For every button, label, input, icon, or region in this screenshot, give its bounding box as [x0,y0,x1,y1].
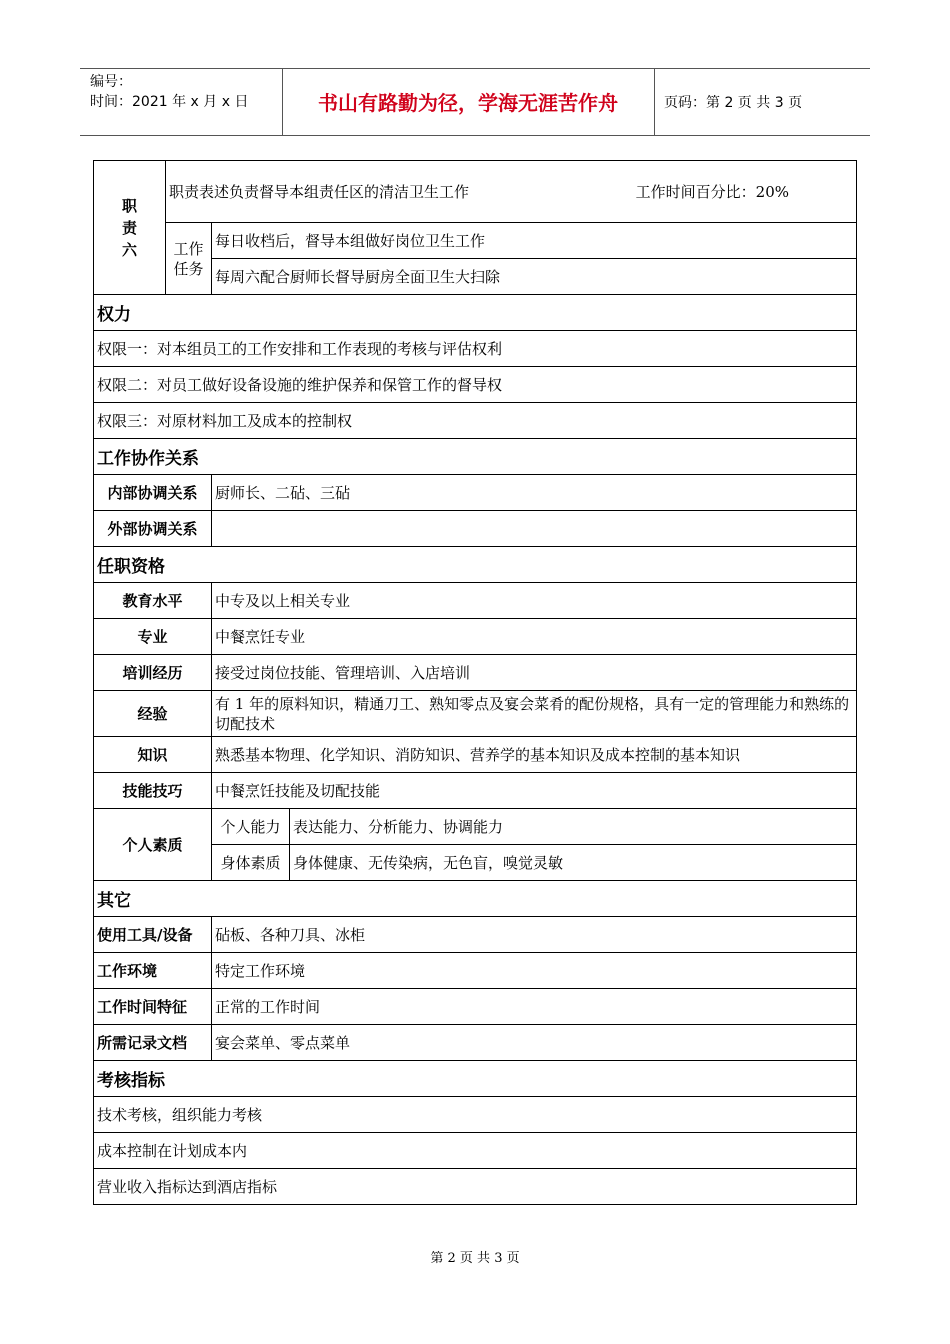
assessment-item: 成本控制在计划成本内 [94,1133,857,1169]
relations-title: 工作协作关系 [94,439,857,475]
qualification-value: 中专及以上相关专业 [212,583,857,619]
internal-relations-label: 内部协调关系 [94,475,212,511]
duty6-task-row [94,223,857,259]
header-left [90,72,248,112]
authority-section [94,295,857,331]
authority-item: 权限二：对员工做好设备设施的维护保养和保管工作的督导权 [94,367,857,403]
qualification-value: 中餐烹饪技能及切配技能 [212,773,857,809]
doc-date: 时间：2021 年 x 月 x 日 [90,94,249,110]
duty6-time-percent: 工作时间百分比：20% [635,183,789,201]
personal-sub-label: 个人能力 [212,809,290,845]
doc-number-label: 编号： [90,74,132,90]
assessment-title: 考核指标 [94,1061,857,1097]
assessment-item: 营业收入指标达到酒店指标 [94,1169,857,1205]
header-bottom-rule [80,135,870,136]
personal-sub-label: 身体素质 [212,845,290,881]
authority-title: 权力 [94,295,857,331]
other-value: 砧板、各种刀具、冰柜 [212,917,857,953]
other-label: 所需记录文档 [94,1025,212,1061]
personal-sub-value: 身体健康、无传染病，无色盲，嗅觉灵敏 [290,845,857,881]
qualification-label: 技能技巧 [94,773,212,809]
other-value: 正常的工作时间 [212,989,857,1025]
personal-quality-label: 个人素质 [94,809,212,881]
other-label: 使用工具/设备 [94,917,212,953]
qualifications-title: 任职资格 [94,547,857,583]
page-footer: 第 2 页 共 3 页 [430,1251,520,1266]
qualification-label: 教育水平 [94,583,212,619]
qualification-label: 经验 [94,691,212,737]
duty6-task: 每日收档后，督导本组做好岗位卫生工作 [212,223,857,259]
duty6-description: 职责表述负责督导本组责任区的清洁卫生工作 [169,183,470,201]
qualification-value: 接受过岗位技能、管理培训、入店培训 [212,655,857,691]
qualification-value: 中餐烹饪专业 [212,619,857,655]
duty6-row [94,161,857,223]
duty6-task: 每周六配合厨师长督导厨房全面卫生大扫除 [212,259,857,295]
other-value: 特定工作环境 [212,953,857,989]
qualification-label: 知识 [94,737,212,773]
qualification-label: 专业 [94,619,212,655]
job-description-table [93,160,857,1205]
other-value: 宴会菜单、零点菜单 [212,1025,857,1061]
header-divider [654,68,655,135]
qualification-value: 有 1 年的原料知识，精通刀工、熟知零点及宴会菜肴的配份规格，具有一定的管理能力和熟练的切配技术 [212,691,857,737]
internal-relations-value: 厨师长、二砧、三砧 [212,475,857,511]
header-page-info: 页码：第 2 页 共 3 页 [664,94,803,111]
other-label: 工作时间特征 [94,989,212,1025]
assessment-item: 技术考核，组织能力考核 [94,1097,857,1133]
header-motto: 书山有路勤为径，学海无涯苦作舟 [318,91,618,115]
other-title: 其它 [94,881,857,917]
duty6-description-cell [166,161,857,223]
qualification-value: 熟悉基本物理、化学知识、消防知识、营养学的基本知识及成本控制的基本知识 [212,737,857,773]
external-relations-label: 外部协调关系 [94,511,212,547]
authority-item: 权限一：对本组员工的工作安排和工作表现的考核与评估权利 [94,331,857,367]
other-label: 工作环境 [94,953,212,989]
authority-item: 权限三：对原材料加工及成本的控制权 [94,403,857,439]
personal-sub-value: 表达能力、分析能力、协调能力 [290,809,857,845]
duty6-label: 职责六 [94,161,166,295]
external-relations-value [212,511,857,547]
qualification-label: 培训经历 [94,655,212,691]
duty6-task-label: 工作任务 [166,223,212,295]
